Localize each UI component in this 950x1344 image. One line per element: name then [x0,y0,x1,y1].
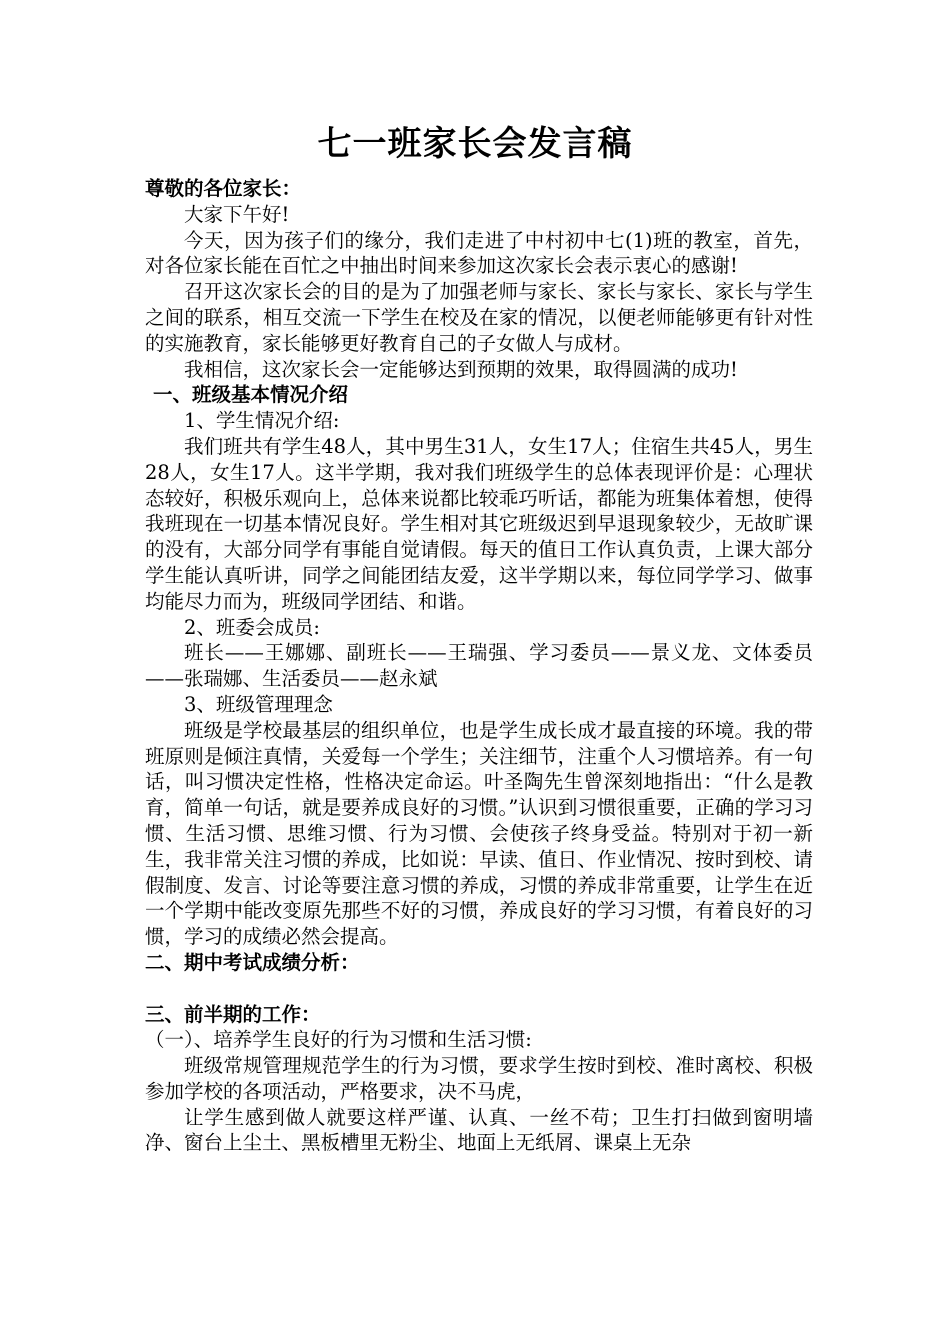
paragraph-philosophy: 班级是学校最基层的组织单位，也是学生成长成才最直接的环境。我的带班原则是倾注真情，关爱每一个学生；关注细节，注重个人习惯培养。有一句话，叫习惯决定性格，性格决定命运。叶圣陶先生曾深刻地指出：“什么是教育，简单一句话，就是要养成良好的习惯。”认识到习惯很重要，正确的学习习惯、生活习惯、思维习惯、行为习惯、会使孩子终身受益。特别对于初一新生，我非常关注习惯的养成，比如说：早读、值日、作业情况、按时到校、请假制度、发言、讨论等要注意习惯的养成，习惯的养成非常重要，让学生在近一个学期中能改变原先那些不好的习惯，养成良好的学习习惯，有着良好的习惯，学习的成绩必然会提高。 [145,718,813,949]
blank-line [145,976,813,1002]
paragraph-habits-1: 班级常规管理规范学生的行为习惯，要求学生按时到校、准时离校、积极参加学校的各项活动，严格要求，决不马虎， [145,1054,813,1103]
paragraph-intro-1: 今天，因为孩子们的缘分，我们走进了中村初中七(1)班的教室，首先，对各位家长能在百忙之中抽出时间来参加这次家长会表示衷心的感谢! [145,228,813,278]
section-heading-1: 一、班级基本情况介绍 [153,383,349,407]
paragraph-committee: 班长——王娜娜、副班长——王瑞强、学习委员——景义龙、文体委员——张瑞娜、生活委员——赵永斌 [145,641,813,691]
paragraph-intro-2: 召开这次家长会的目的是为了加强老师与家长、家长与家长、家长与学生之间的联系，相互交流一下学生在校及在家的情况，以便老师能够更有针对性的实施教育，家长能够更好教育自己的子女做人与成材。 [145,280,813,355]
greeting: 尊敬的各位家长： [145,177,302,200]
subheading-committee: 2、班委会成员: [184,615,320,639]
paragraph-intro-3: 我相信，这次家长会一定能够达到预期的效果，取得圆满的成功! [184,357,738,381]
section-heading-3: 三、前半期的工作： [145,1002,321,1026]
document-title: 七一班家长会发言稿 [317,124,633,164]
paragraph-hello: 大家下午好! [184,202,290,226]
subheading-philosophy: 3、班级管理理念 [184,692,333,716]
subheading-habits: （一）、培养学生良好的行为习惯和生活习惯: [145,1028,532,1052]
paragraph-habits-2: 让学生感到做人就要这样严谨、认真、一丝不苟；卫生打扫做到窗明墙净、窗台上尘土、黑板槽里无粉尘、地面上无纸屑、课桌上无杂 [145,1105,813,1155]
document-body [145,176,813,1156]
subheading-students: 1、学生情况介绍: [184,409,340,433]
section-heading-2: 二、期中考试成绩分析： [145,950,360,974]
paragraph-students: 我们班共有学生48人，其中男生31人，女生17人；住宿生共45人，男生28人，女生17人。这半学期，我对我们班级学生的总体表现评价是：心理状态较好，积极乐观向上，总体来说都比较乖巧听话，都能为班集体着想，使得我班现在一切基本情况良好。学生相对其它班级迟到早退现象较少，无故旷课的没有，大部分同学有事能自觉请假。每天的值日工作认真负责，上课大部分学生能认真听讲，同学之间能团结友爱，这半学期以来，每位同学学习、做事均能尽力而为，班级同学团结、和谐。 [145,434,813,613]
